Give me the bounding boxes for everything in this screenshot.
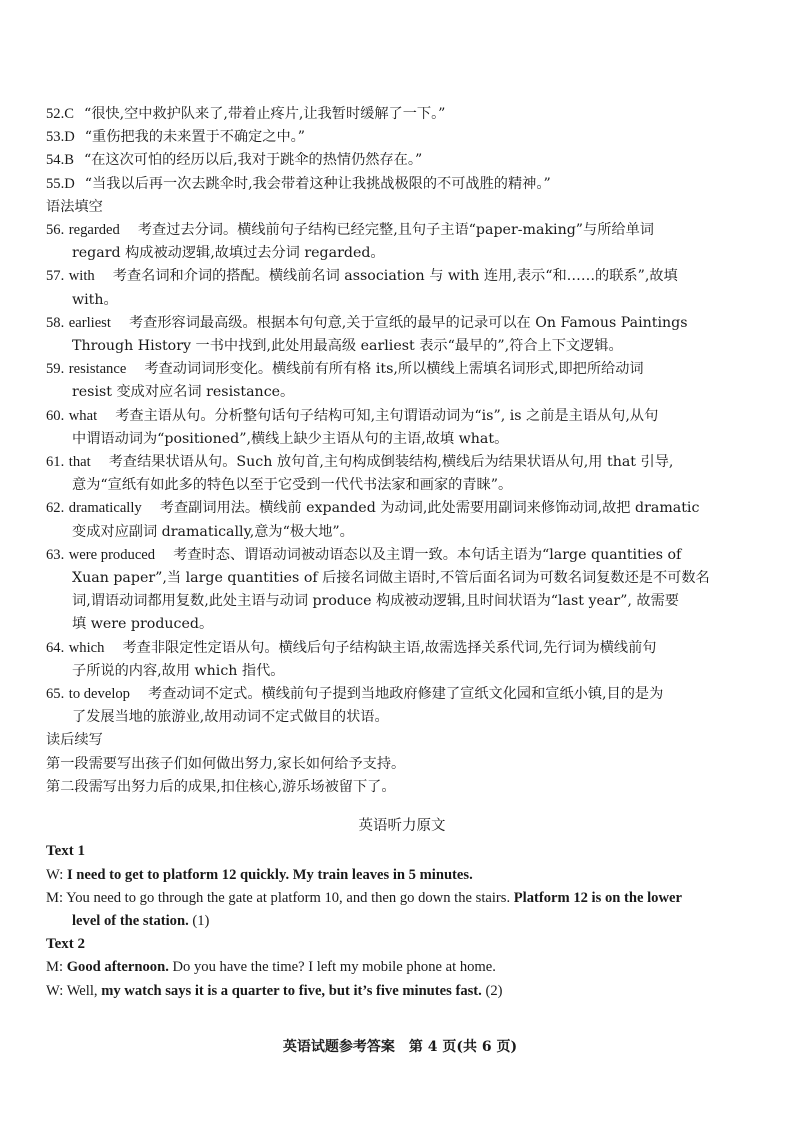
- item-explanation: 考查动词词形变化。横线前有所有格 its,所以横线上需填名词形式,即把所给动词: [144, 361, 644, 378]
- item-answer: were produced: [68, 546, 156, 563]
- grammar-item-60: [46, 405, 758, 451]
- item-answer: dramatically: [68, 500, 142, 517]
- item-explanation-cont: 填 were produced。: [72, 616, 214, 633]
- answer-item: [46, 173, 758, 196]
- continuation-paragraph-2: 第二段需写出努力后的成果,扣住核心,游乐场被留下了。: [46, 778, 396, 795]
- continuation-heading: 读后续写: [46, 732, 103, 749]
- answer-number: 53.: [46, 129, 65, 146]
- item-explanation-cont: 词,谓语动词都用复数,此处主语与动词 produce 构成被动逻辑,且时间状语为“last year”, 故需要: [72, 593, 679, 610]
- question-marker: (2): [481, 982, 503, 999]
- grammar-item-58: [46, 312, 758, 358]
- dialogue-line: [46, 980, 758, 1003]
- item-explanation-cont: with。: [72, 291, 118, 308]
- item-explanation: 考查形容词最高级。根据本句句意,关于宣纸的最早的记录可以在 On Famous Paintings: [128, 314, 688, 331]
- grammar-item-59: [46, 358, 758, 404]
- item-number: 63.: [46, 546, 65, 563]
- item-explanation-cont: 意为“宣纸有如此多的特色以至于它受到一代代书法家和画家的青睐”。: [72, 477, 513, 494]
- grammar-item-63: [46, 544, 758, 637]
- grammar-item-56: [46, 219, 758, 265]
- answer-number: 52.: [46, 106, 65, 122]
- answer-letter: D: [64, 129, 75, 146]
- item-explanation: 考查结果状语从句。Such 放句首,主句构成倒装结构,横线后为结果状语从句,用 that 引导,: [108, 454, 674, 471]
- item-explanation: 考查主语从句。分析整句话句子结构可知,主句谓语动词为“is”, is 之前是主语从句,从句: [115, 407, 659, 424]
- item-explanation: 考查过去分词。横线前句子结构已经完整,且句子主语“paper-making”与所给单词: [137, 222, 654, 239]
- answer-item: [46, 149, 758, 172]
- page-footer: 英语试题参考答案 第 4 页(共 6 页): [282, 1039, 518, 1055]
- grammar-heading: 语法填空: [46, 198, 103, 215]
- listening-text-2: [46, 933, 758, 1003]
- question-marker: (1): [188, 912, 210, 929]
- item-answer: with: [68, 268, 95, 285]
- answer-translation: “在这次可怕的经历以后,我对于跳伞的热情仍然存在。”: [83, 152, 423, 169]
- speaker: W:: [46, 982, 64, 999]
- dialogue-line: [46, 956, 758, 979]
- answer-letter: B: [64, 152, 74, 169]
- item-number: 59.: [46, 361, 65, 378]
- item-explanation: 考查名词和介词的搭配。横线前名词 association 与 with 连用,表示“和……的联系”,故填: [112, 268, 678, 285]
- item-answer: to develop: [68, 686, 130, 703]
- dialogue-text: Do you have the time? I left my mobile phone at home.: [168, 959, 496, 976]
- answer-letter: D: [64, 175, 75, 192]
- item-number: 64.: [46, 639, 65, 656]
- answer-number: 54.: [46, 152, 65, 169]
- item-number: 65.: [46, 686, 65, 703]
- text-label: Text 2: [46, 936, 86, 953]
- document-body: [46, 103, 758, 1003]
- item-answer: regarded: [68, 222, 120, 239]
- answer-letter: C: [64, 106, 74, 122]
- answer-number: 55.: [46, 175, 65, 192]
- dialogue-line: [46, 887, 758, 910]
- item-explanation-cont: 子所说的内容,故用 which 指代。: [72, 662, 285, 679]
- answer-item: [46, 126, 758, 149]
- dialogue-text: I need to get to platform 12 quickly. My train leaves in 5 minutes.: [66, 866, 473, 883]
- text-label: Text 1: [46, 843, 86, 860]
- continuation-paragraph-1: 第一段需要写出孩子们如何做出努力,家长如何给予支持。: [46, 755, 406, 772]
- item-explanation-cont: Through History 一书中找到,此处用最高级 earliest 表示“最早的”,符合上下文逻辑。: [72, 338, 623, 355]
- listening-text-1: [46, 840, 758, 933]
- dialogue-line: [46, 864, 758, 887]
- item-answer: which: [68, 639, 105, 656]
- item-explanation-cont: 变成对应副词 dramatically,意为“极大地”。: [72, 523, 354, 540]
- dialogue-line-cont: [46, 910, 758, 933]
- item-explanation: 考查动词不定式。横线前句子提到当地政府修建了宣纸文化园和宣纸小镇,目的是为: [148, 686, 664, 703]
- item-explanation: 考查副词用法。横线前 expanded 为动词,此处需要用副词来修饰动词,故把 dramatic: [159, 500, 700, 517]
- grammar-item-57: [46, 265, 758, 311]
- grammar-item-64: [46, 637, 758, 683]
- item-explanation-cont: resist 变成对应名词 resistance。: [72, 384, 295, 401]
- grammar-item-61: [46, 451, 758, 497]
- item-explanation-cont: Xuan paper”,当 large quantities of 后接名词做主语时,不管后面名词为可数名词复数还是不可数名: [72, 570, 710, 587]
- grammar-item-65: [46, 683, 758, 729]
- answer-translation: “当我以后再一次去跳伞时,我会带着这种让我挑战极限的不可战胜的精神。”: [84, 175, 551, 192]
- grammar-items: [46, 219, 758, 729]
- grammar-item-62: [46, 497, 758, 543]
- item-answer: resistance: [68, 361, 127, 378]
- answer-translation: “重伤把我的未来置于不确定之中。”: [84, 129, 306, 146]
- item-number: 61.: [46, 454, 65, 471]
- speaker: M:: [46, 889, 64, 906]
- item-number: 57.: [46, 268, 65, 285]
- listening-title: 英语听力原文: [358, 818, 446, 835]
- dialogue-text: You need to go through the gate at platform 10, and then go down the stairs.: [66, 889, 514, 906]
- speaker: M:: [46, 959, 64, 976]
- dialogue-text-bold: Platform 12 is on the lower: [513, 889, 682, 906]
- dialogue-text-bold: level of the station.: [72, 912, 189, 929]
- item-number: 58.: [46, 314, 65, 331]
- item-number: 62.: [46, 500, 65, 517]
- item-answer: earliest: [68, 314, 111, 331]
- item-explanation-cont: 了发展当地的旅游业,故用动词不定式做目的状语。: [72, 709, 389, 726]
- dialogue-text-bold: Good afternoon.: [66, 959, 169, 976]
- item-explanation-cont: regard 构成被动逻辑,故填过去分词 regarded。: [72, 245, 385, 262]
- dialogue-text-bold: my watch says it is a quarter to five, but it’s five minutes fast.: [101, 982, 482, 999]
- speaker: W:: [46, 866, 64, 883]
- answer-translation: “很快,空中救护队来了,带着止疼片,让我暂时缓解了一下。”: [83, 106, 446, 122]
- dialogue-text: Well,: [66, 982, 102, 999]
- item-explanation-cont: 中谓语动词为“positioned”,横线上缺少主语从句的主语,故填 what。: [72, 430, 509, 447]
- item-number: 60.: [46, 407, 65, 424]
- item-answer: what: [68, 407, 98, 424]
- item-answer: that: [68, 454, 91, 471]
- item-explanation: 考查非限定性定语从句。横线后句子结构缺主语,故需选择关系代词,先行词为横线前句: [122, 639, 657, 656]
- answer-item: [46, 103, 758, 126]
- item-explanation: 考查时态、谓语动词被动语态以及主谓一致。本句话主语为“large quantities of: [173, 546, 682, 563]
- item-number: 56.: [46, 222, 65, 239]
- reading-answers: [46, 103, 758, 196]
